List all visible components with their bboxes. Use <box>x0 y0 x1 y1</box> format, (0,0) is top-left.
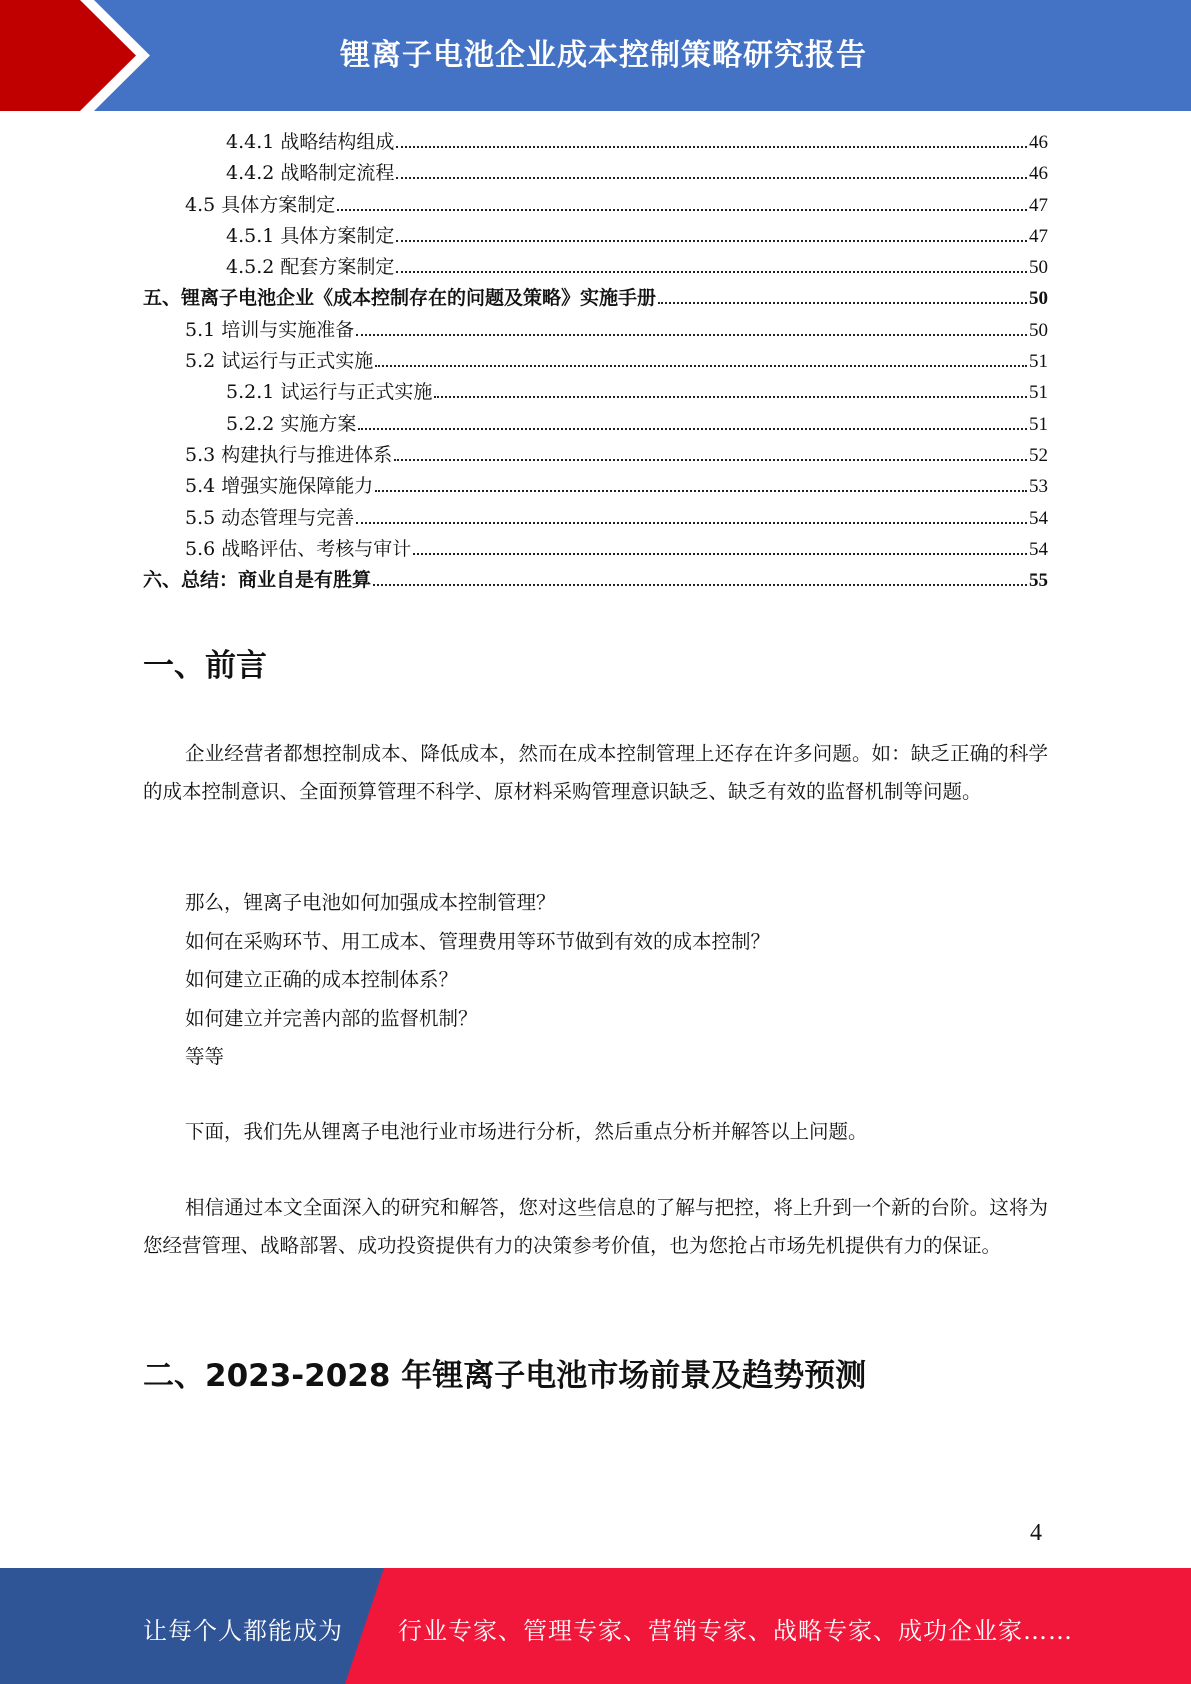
toc-leader-dots <box>373 583 1027 586</box>
toc-entry-title: 5.2.1 试运行与正式实施 <box>226 381 433 404</box>
table-of-contents <box>143 127 1048 596</box>
toc-entry-page: 46 <box>1029 132 1048 153</box>
toc-entry-page: 53 <box>1029 476 1048 498</box>
section-heading-preface: 一、前言 <box>143 648 267 684</box>
preface-paragraph-3: 相信通过本文全面深入的研究和解答，您对这些信息的了解与把控，将上升到一个新的台阶。这将为您经营管理、战略部署、成功投资提供有力的决策参考价值，也为您抢占市场先机提供有力的保证。 <box>143 1196 1048 1257</box>
toc-entry[interactable] <box>143 127 1048 158</box>
question-line: 等等 <box>185 1045 225 1068</box>
toc-entry-page: 50 <box>1029 288 1048 310</box>
toc-entry-title: 5.2 试运行与正式实施 <box>185 350 374 373</box>
toc-entry[interactable] <box>143 377 1048 408</box>
question-line: 那么，锂离子电池如何加强成本控制管理？ <box>185 891 556 914</box>
toc-entry-title: 5.5 动态管理与完善 <box>185 506 355 529</box>
page-footer <box>0 1568 1191 1684</box>
toc-entry[interactable] <box>143 503 1048 534</box>
toc-entry-page: 51 <box>1029 382 1048 404</box>
toc-entry-title: 4.4.2 战略制定流程 <box>226 162 395 185</box>
toc-entry[interactable] <box>143 346 1048 377</box>
toc-entry[interactable] <box>143 221 1048 252</box>
footer-slogan-right: 行业专家、管理专家、营销专家、战略专家、成功企业家…… <box>398 1617 1073 1645</box>
toc-entry[interactable] <box>143 190 1048 221</box>
toc-entry-page: 51 <box>1029 351 1048 373</box>
toc-entry[interactable] <box>143 409 1048 440</box>
section-heading-market-forecast: 二、2023-2028 年锂离子电池市场前景及趋势预测 <box>143 1358 867 1394</box>
toc-entry-title: 4.4.1 战略结构组成 <box>226 131 395 153</box>
toc-entry-page: 54 <box>1029 507 1048 529</box>
toc-leader-dots <box>356 333 1027 336</box>
toc-entry-title: 六、总结：商业自是有胜算 <box>143 569 372 592</box>
toc-entry-page: 50 <box>1029 319 1048 341</box>
preface-questions <box>185 884 770 1077</box>
toc-entry-page: 52 <box>1029 444 1048 466</box>
toc-leader-dots <box>658 301 1027 304</box>
toc-leader-dots <box>413 552 1027 555</box>
toc-entry[interactable] <box>143 565 1048 596</box>
page-number: 4 <box>1030 1520 1042 1546</box>
toc-entry[interactable] <box>143 440 1048 471</box>
toc-entry[interactable] <box>143 252 1048 283</box>
header-arrow-icon <box>0 0 140 111</box>
toc-entry-page: 46 <box>1029 163 1048 185</box>
preface-paragraph-2: 下面，我们先从锂离子电池行业市场进行分析，然后重点分析并解答以上问题。 <box>185 1120 868 1143</box>
toc-leader-dots <box>396 145 1027 148</box>
toc-entry[interactable] <box>143 315 1048 346</box>
page-header <box>0 0 1191 111</box>
toc-entry-page: 50 <box>1029 257 1048 279</box>
question-line: 如何在采购环节、用工成本、管理费用等环节做到有效的成本控制？ <box>185 929 771 953</box>
toc-leader-dots <box>356 521 1027 524</box>
toc-leader-dots <box>394 458 1027 461</box>
toc-entry-page: 47 <box>1029 225 1048 247</box>
report-title: 锂离子电池企业成本控制策略研究报告 <box>340 38 867 73</box>
toc-entry-title: 5.3 构建执行与推进体系 <box>185 443 393 466</box>
toc-leader-dots <box>358 427 1027 430</box>
toc-leader-dots <box>396 239 1027 242</box>
toc-entry-title: 4.5.1 具体方案制定 <box>226 224 395 247</box>
question-line: 如何建立并完善内部的监督机制？ <box>185 1006 478 1030</box>
toc-entry-title: 5.1 培训与实施准备 <box>185 318 355 341</box>
toc-entry-title: 4.5 具体方案制定 <box>185 193 336 216</box>
toc-entry-page: 47 <box>1029 194 1048 216</box>
toc-leader-dots <box>375 364 1027 367</box>
toc-entry-title: 4.5.2 配套方案制定 <box>226 256 395 279</box>
toc-entry[interactable] <box>143 471 1048 502</box>
toc-entry-title: 5.4 增强实施保障能力 <box>185 475 374 498</box>
toc-entry-page: 54 <box>1029 538 1048 560</box>
preface-paragraph-1: 企业经营者都想控制成本、降低成本，然而在成本控制管理上还存在许多问题。如：缺乏正确的科学的成本控制意识、全面预算管理不科学、原材料采购管理意识缺乏、缺乏有效的监督机制等问题。 <box>143 742 1048 803</box>
toc-entry-title: 5.6 战略评估、考核与审计 <box>185 537 412 560</box>
toc-entry-title: 5.2.2 实施方案 <box>226 412 357 435</box>
toc-entry[interactable] <box>143 534 1048 565</box>
toc-leader-dots <box>434 395 1027 398</box>
toc-entry[interactable] <box>143 158 1048 189</box>
toc-leader-dots <box>396 176 1027 179</box>
footer-slogan-left: 让每个人都能成为 <box>143 1617 343 1645</box>
toc-entry-page: 51 <box>1029 413 1048 435</box>
toc-leader-dots <box>375 489 1027 492</box>
toc-entry[interactable] <box>143 283 1048 314</box>
toc-leader-dots <box>337 208 1027 211</box>
toc-leader-dots <box>396 270 1027 273</box>
question-line: 如何建立正确的成本控制体系？ <box>185 968 459 991</box>
toc-entry-page: 55 <box>1029 570 1048 592</box>
toc-entry-title: 五、锂离子电池企业《成本控制存在的问题及策略》实施手册 <box>143 287 657 310</box>
